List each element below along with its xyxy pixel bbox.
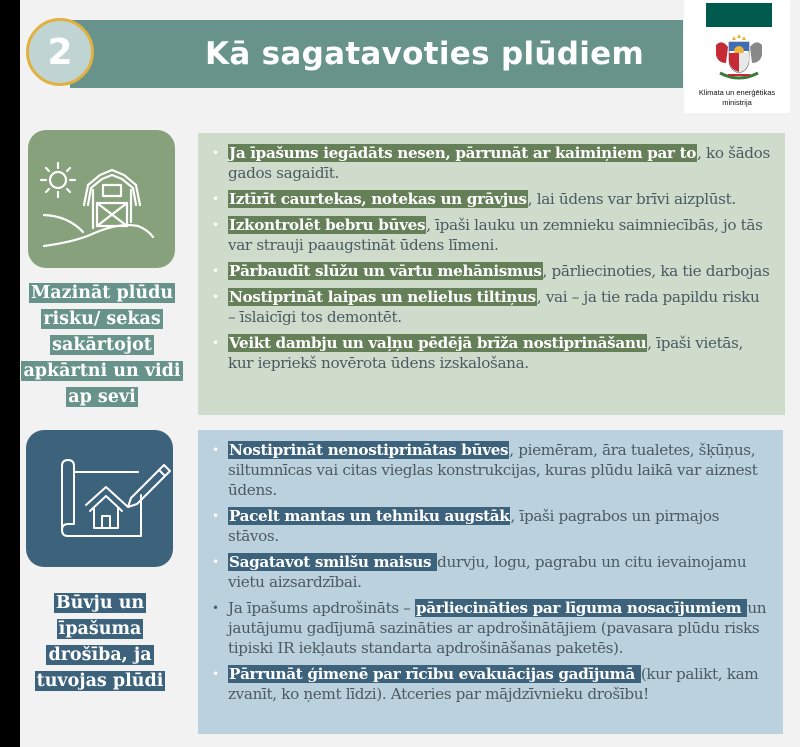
ministry-logo <box>684 0 790 113</box>
label-line: tuvojas plūdi <box>36 671 164 691</box>
item-text: , īpaši vietās, kur iepriekš novērota ūdens izskalošana. <box>228 334 743 372</box>
highlight-text: pārliecināties par līguma nosacījumiem <box>416 599 747 617</box>
list-item <box>208 664 769 704</box>
item-text: , īpaši pagrabos un pirmajos stāvos. <box>228 507 720 545</box>
list-item <box>208 189 771 209</box>
list-item <box>208 215 771 255</box>
highlight-text: Iztīrīt caurtekas, notekas un grāvjus <box>229 190 527 208</box>
tips-list <box>208 440 769 704</box>
highlight-text: Izkontrolēt bebru būves <box>229 216 426 234</box>
highlight-text: Nostiprināt laipas un nelielus tiltiņus <box>229 288 536 306</box>
label-line: apkārtni un vidi <box>23 361 181 381</box>
surroundings-tips-panel <box>198 133 785 415</box>
item-text: durvju, logu, pagrabu un citu ievainojamu vietu aizsardzībai. <box>228 553 747 591</box>
section-label-surroundings <box>18 280 186 410</box>
list-item <box>208 440 769 500</box>
logo-text-line1: Klimata un enerģētikas <box>698 88 776 97</box>
house-blueprint-pencil-icon <box>26 430 173 567</box>
label-line: ap sevi <box>68 387 136 407</box>
list-item <box>208 552 769 592</box>
left-black-strip <box>0 0 20 747</box>
bullet-icon: • <box>212 290 219 304</box>
label-line: Mazināt plūdu <box>30 283 174 303</box>
highlight-text: Ja īpašums iegādāts nesen, pārrunāt ar kaimiņiem par to <box>229 144 697 162</box>
bullet-icon: • <box>212 509 219 523</box>
logo-text-line2: ministrija <box>722 98 752 107</box>
bullet-icon: • <box>212 146 219 160</box>
buildings-tips-panel <box>198 430 783 734</box>
highlight-text: Pacelt mantas un tehniku augstāk <box>229 507 510 525</box>
label-line: īpašuma <box>58 619 142 639</box>
bullet-icon: • <box>212 218 219 232</box>
item-text: Ja īpašums apdrošināts – <box>228 599 415 617</box>
section-label-buildings <box>20 590 180 694</box>
barn-farm-icon <box>28 130 175 268</box>
logo-text <box>684 88 790 108</box>
item-text: un jautājumu gadījumā sazināties ar apdrošinātājiem (pavasara plūdu risks tipiski IR iekļauts standarta apdrošināšanas paketēs). <box>228 599 767 657</box>
item-text: , vai – ja tie rada papildu risku – īslaicīgi tos demontēt. <box>228 288 760 326</box>
step-number-badge: 2 <box>26 18 94 86</box>
highlight-text: Sagatavot smilšu maisus <box>229 553 437 571</box>
bullet-icon: • <box>212 192 219 206</box>
label-line: drošība, ja <box>48 645 152 665</box>
item-text: , lai ūdens var brīvi aizplūst. <box>527 190 736 208</box>
highlight-text: Veikt dambju un vaļņu pēdējā brīža nostiprināšanu <box>229 334 647 352</box>
highlight-text: Pārrunāt ģimenē par rīcību evakuācijas gadījumā <box>229 665 640 683</box>
list-item <box>208 261 771 281</box>
item-text: , ko šādos gados sagaidīt. <box>228 144 770 182</box>
list-item <box>208 506 769 546</box>
item-text: (kur palikt, kam zvanīt, ko ņemt līdzi). Atceries par mājdzīvnieku drošību! <box>228 665 759 703</box>
bullet-icon: • <box>212 443 219 457</box>
highlight-text: Pārbaudīt slūžu un vārtu mehānismus <box>229 262 542 280</box>
label-line: Būvju un <box>55 593 145 613</box>
bullet-icon: • <box>212 555 219 569</box>
list-item <box>208 287 771 327</box>
item-text: , īpaši lauku un zemnieku saimniecībās, jo tās var strauji paaugstināt ūdens līmeni. <box>228 216 763 254</box>
bullet-icon: • <box>212 601 219 615</box>
label-line: sakārtojot <box>52 335 152 355</box>
list-item <box>208 598 769 658</box>
label-line: risku/ sekas <box>43 309 161 329</box>
logo-green-bar <box>706 3 772 27</box>
highlight-text: Nostiprināt nenostiprinātas būves <box>229 441 509 459</box>
tips-list <box>208 143 771 373</box>
latvia-coat-of-arms-icon <box>710 33 768 83</box>
bullet-icon: • <box>212 264 219 278</box>
item-text: , piemēram, āra tualetes, šķūņus, siltumnīcas vai citas vieglas konstrukcijas, kuras plūdu laikā var aiznest ūdens. <box>228 441 758 499</box>
bullet-icon: • <box>212 336 219 350</box>
list-item <box>208 333 771 373</box>
bullet-icon: • <box>212 667 219 681</box>
page-title: Kā sagatavoties plūdiem <box>205 36 645 72</box>
list-item <box>208 143 771 183</box>
item-text: , pārliecinoties, ka tie darbojas <box>542 262 770 280</box>
